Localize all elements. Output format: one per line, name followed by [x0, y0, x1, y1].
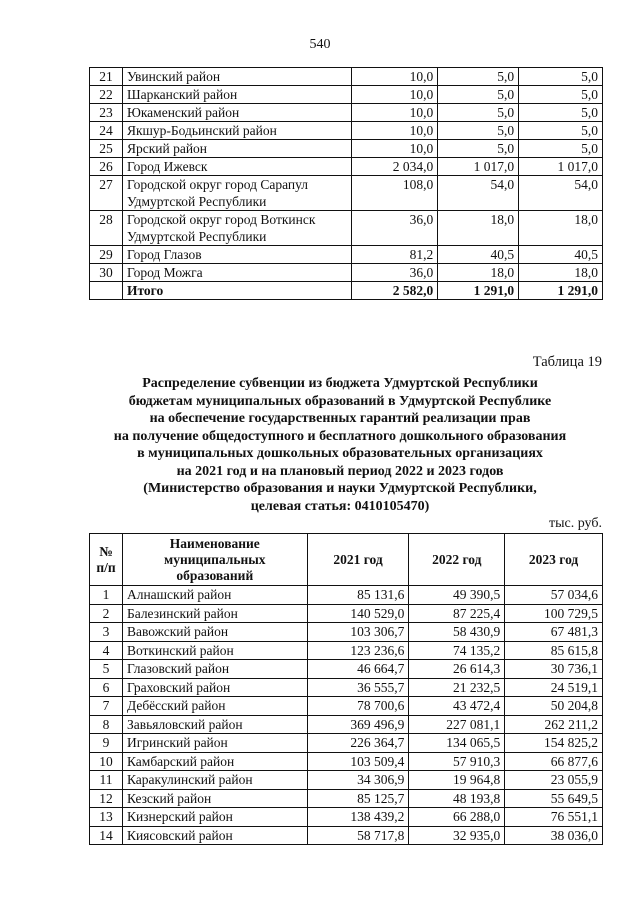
row-value-2021: 36,0 — [352, 264, 438, 282]
table-row — [90, 158, 603, 176]
row-value-2021: 103 306,7 — [307, 623, 409, 642]
row-value-2023: 100 729,5 — [505, 604, 603, 623]
row-number: 5 — [90, 660, 123, 679]
table-row — [90, 211, 603, 246]
row-number: 22 — [90, 86, 123, 104]
header-name — [122, 534, 307, 586]
table-row — [90, 68, 603, 86]
row-number: 7 — [90, 697, 123, 716]
row-name: Город Можга — [122, 264, 351, 282]
row-value-2021: 123 236,6 — [307, 641, 409, 660]
row-number: 26 — [90, 158, 123, 176]
row-number: 27 — [90, 176, 123, 211]
row-number: 8 — [90, 715, 123, 734]
continued-table — [89, 67, 603, 300]
row-number: 25 — [90, 140, 123, 158]
header-number-line1: № — [99, 543, 113, 559]
row-value-2022: 87 225,4 — [409, 604, 505, 623]
caption-line: на обеспечение государственных гарантий реализации прав — [149, 411, 531, 426]
row-value-2022: 5,0 — [438, 86, 519, 104]
row-value-2021: 85 125,7 — [307, 789, 409, 808]
row-number: 14 — [90, 826, 123, 845]
row-value-2021: 369 496,9 — [307, 715, 409, 734]
page-number: 540 — [309, 37, 331, 52]
row-value-2023: 54,0 — [519, 176, 603, 211]
total-value-1: 2 582,0 — [352, 282, 438, 300]
caption-line: на получение общедоступного и бесплатного дошкольного образования — [113, 428, 567, 444]
row-name: Глазовский район — [122, 660, 307, 679]
row-name: Каракулинский район — [122, 771, 307, 790]
row-name: Дебёсский район — [122, 697, 307, 716]
row-name: Игринский район — [122, 734, 307, 753]
row-number: 2 — [90, 604, 123, 623]
caption-line: в муниципальных дошкольных образовательных организациях — [137, 446, 543, 461]
row-name: Воткинский район — [122, 641, 307, 660]
table-row — [90, 678, 603, 697]
row-value-2021: 10,0 — [352, 140, 438, 158]
row-value-2022: 66 288,0 — [409, 808, 505, 827]
row-value-2022: 58 430,9 — [409, 623, 505, 642]
row-value-2022: 21 232,5 — [409, 678, 505, 697]
total-label: Итого — [122, 282, 351, 300]
row-value-2021: 10,0 — [352, 104, 438, 122]
row-value-2023: 154 825,2 — [505, 734, 603, 753]
table-row — [90, 752, 603, 771]
row-name: Алнашский район — [122, 586, 307, 605]
row-value-2022: 48 193,8 — [409, 789, 505, 808]
header-name-line3: образований — [176, 567, 254, 583]
row-value-2021: 58 717,8 — [307, 826, 409, 845]
table-row — [90, 122, 603, 140]
row-value-2021: 36,0 — [352, 211, 438, 246]
row-number: 12 — [90, 789, 123, 808]
row-value-2023: 76 551,1 — [505, 808, 603, 827]
caption-line: целевая статья: 0410105470) — [250, 498, 430, 514]
header-2023: 2023 год — [505, 534, 603, 586]
row-value-2023: 262 211,2 — [505, 715, 603, 734]
row-value-2023: 5,0 — [519, 140, 603, 158]
row-value-2023: 85 615,8 — [505, 641, 603, 660]
caption-line: Распределение субвенции из бюджета Удмуртской Республики — [142, 376, 538, 391]
row-number: 21 — [90, 68, 123, 86]
row-name: Киясовский район — [122, 826, 307, 845]
row-value-2023: 5,0 — [519, 68, 603, 86]
row-value-2023: 5,0 — [519, 86, 603, 104]
row-name: Увинский район — [122, 68, 351, 86]
row-name: Шарканский район — [122, 86, 351, 104]
row-value-2023: 5,0 — [519, 122, 603, 140]
row-name: Городской округ город Сарапул Удмуртской Республики — [122, 176, 351, 211]
row-name: Вавожский район — [122, 623, 307, 642]
row-value-2023: 5,0 — [519, 104, 603, 122]
row-value-2021: 103 509,4 — [307, 752, 409, 771]
row-value-2022: 54,0 — [438, 176, 519, 211]
total-value-2: 1 291,0 — [438, 282, 519, 300]
row-name: Камбарский район — [122, 752, 307, 771]
header-number-line2: п/п — [96, 559, 116, 575]
row-value-2022: 32 935,0 — [409, 826, 505, 845]
table-header-row — [90, 534, 603, 586]
row-number: 6 — [90, 678, 123, 697]
row-value-2022: 18,0 — [438, 211, 519, 246]
row-value-2021: 140 529,0 — [307, 604, 409, 623]
row-value-2023: 24 519,1 — [505, 678, 603, 697]
row-value-2023: 18,0 — [519, 264, 603, 282]
row-value-2021: 10,0 — [352, 68, 438, 86]
row-value-2023: 38 036,0 — [505, 826, 603, 845]
subvention-table — [89, 533, 603, 845]
header-number — [90, 534, 123, 586]
row-name: Завьяловский район — [122, 715, 307, 734]
row-number: 1 — [90, 586, 123, 605]
row-name: Юкаменский район — [122, 104, 351, 122]
table-caption — [60, 375, 620, 515]
table-row — [90, 826, 603, 845]
table-row — [90, 604, 603, 623]
header-2022: 2022 год — [409, 534, 505, 586]
row-number: 9 — [90, 734, 123, 753]
row-value-2023: 55 649,5 — [505, 789, 603, 808]
row-value-2022: 134 065,5 — [409, 734, 505, 753]
table-row — [90, 264, 603, 282]
row-number: 3 — [90, 623, 123, 642]
row-value-2023: 50 204,8 — [505, 697, 603, 716]
table-row — [90, 771, 603, 790]
header-name-line1: Наименование — [169, 535, 260, 551]
row-value-2023: 30 736,1 — [505, 660, 603, 679]
row-name: Кизнерский район — [122, 808, 307, 827]
table-row — [90, 660, 603, 679]
row-value-2022: 5,0 — [438, 68, 519, 86]
table-row — [90, 140, 603, 158]
row-value-2023: 23 055,9 — [505, 771, 603, 790]
header-name-line2: муниципальных — [164, 551, 266, 567]
row-number: 28 — [90, 211, 123, 246]
row-number: 24 — [90, 122, 123, 140]
table-row — [90, 586, 603, 605]
row-value-2022: 1 017,0 — [438, 158, 519, 176]
row-name: Якшур-Бодьинский район — [122, 122, 351, 140]
row-value-2022: 26 614,3 — [409, 660, 505, 679]
row-value-2022: 19 964,8 — [409, 771, 505, 790]
row-value-2021: 10,0 — [352, 122, 438, 140]
row-value-2022: 43 472,4 — [409, 697, 505, 716]
row-name: Городской округ город Воткинск Удмуртской Республики — [122, 211, 351, 246]
table-row — [90, 176, 603, 211]
row-value-2022: 5,0 — [438, 104, 519, 122]
table-row — [90, 86, 603, 104]
row-value-2021: 85 131,6 — [307, 586, 409, 605]
row-value-2021: 34 306,9 — [307, 771, 409, 790]
row-value-2021: 2 034,0 — [352, 158, 438, 176]
row-name: Граховский район — [122, 678, 307, 697]
header-2021: 2021 год — [307, 534, 409, 586]
table-row — [90, 715, 603, 734]
total-number-cell — [90, 282, 123, 300]
row-value-2021: 46 664,7 — [307, 660, 409, 679]
row-name: Город Ижевск — [122, 158, 351, 176]
row-number: 13 — [90, 808, 123, 827]
row-value-2021: 78 700,6 — [307, 697, 409, 716]
table-row — [90, 789, 603, 808]
row-number: 30 — [90, 264, 123, 282]
caption-line: на 2021 год и на плановый период 2022 и 2023 годов — [176, 463, 504, 479]
row-value-2021: 36 555,7 — [307, 678, 409, 697]
total-value-3: 1 291,0 — [519, 282, 603, 300]
row-number: 4 — [90, 641, 123, 660]
row-value-2022: 227 081,1 — [409, 715, 505, 734]
row-value-2021: 10,0 — [352, 86, 438, 104]
row-value-2022: 5,0 — [438, 140, 519, 158]
table-row — [90, 641, 603, 660]
row-value-2021: 81,2 — [352, 246, 438, 264]
total-row — [90, 282, 603, 300]
table-row — [90, 697, 603, 716]
row-value-2023: 18,0 — [519, 211, 603, 246]
row-value-2022: 40,5 — [438, 246, 519, 264]
row-value-2022: 5,0 — [438, 122, 519, 140]
row-value-2023: 66 877,6 — [505, 752, 603, 771]
row-value-2023: 57 034,6 — [505, 586, 603, 605]
row-value-2023: 40,5 — [519, 246, 603, 264]
row-number: 23 — [90, 104, 123, 122]
row-value-2022: 49 390,5 — [409, 586, 505, 605]
row-number: 29 — [90, 246, 123, 264]
row-value-2021: 108,0 — [352, 176, 438, 211]
row-value-2022: 57 910,3 — [409, 752, 505, 771]
table-row — [90, 104, 603, 122]
caption-line: бюджетам муниципальных образований в Удмуртской Республике — [128, 393, 552, 409]
row-number: 10 — [90, 752, 123, 771]
row-name: Кезский район — [122, 789, 307, 808]
units-label: тыс. руб. — [549, 516, 602, 531]
row-value-2023: 1 017,0 — [519, 158, 603, 176]
row-name: Город Глазов — [122, 246, 351, 264]
row-number: 11 — [90, 771, 123, 790]
row-value-2022: 18,0 — [438, 264, 519, 282]
row-name: Балезинский район — [122, 604, 307, 623]
table-row — [90, 734, 603, 753]
row-value-2021: 138 439,2 — [307, 808, 409, 827]
row-value-2021: 226 364,7 — [307, 734, 409, 753]
row-value-2023: 67 481,3 — [505, 623, 603, 642]
table-row — [90, 623, 603, 642]
table-label: Таблица 19 — [532, 354, 602, 370]
row-value-2022: 74 135,2 — [409, 641, 505, 660]
caption-line: (Министерство образования и науки Удмуртской Республики, — [143, 481, 537, 496]
table-row — [90, 808, 603, 827]
table-row — [90, 246, 603, 264]
row-name: Ярский район — [122, 140, 351, 158]
